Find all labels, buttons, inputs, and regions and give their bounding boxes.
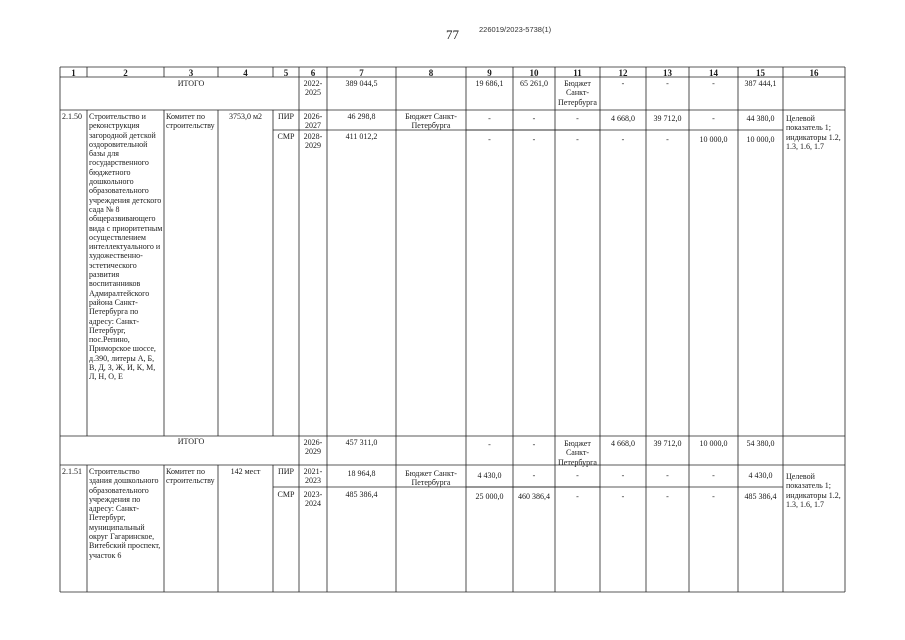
item-2150-smr-c12: - bbox=[621, 135, 625, 144]
item-2151-smr-c15: 485 386,4 bbox=[744, 492, 777, 501]
item-2151-smr-years: 2023-2024 bbox=[303, 490, 323, 509]
item-2150-pir-c11: - bbox=[576, 114, 579, 123]
total-a-c14: - bbox=[712, 79, 715, 88]
total-b-source: Бюджет Санкт-Петербурга bbox=[558, 439, 597, 467]
item-2151-smr-c13: - bbox=[666, 492, 669, 501]
total-a-c10: 65 261,0 bbox=[520, 79, 548, 88]
item-2150-smr-c9: - bbox=[488, 135, 491, 144]
item-2151-pir-c15: 4 430,0 bbox=[748, 471, 773, 480]
column-header-14: 14 bbox=[709, 68, 718, 78]
item-2151-pir-stage: ПИР bbox=[277, 467, 294, 476]
item-2151-pir-c13: - bbox=[666, 471, 669, 480]
item-2151-pir-total: 18 964,8 bbox=[347, 469, 376, 478]
item-2150-smr-c11: - bbox=[576, 135, 579, 144]
item-2151-pir-c14: - bbox=[712, 471, 715, 480]
item-2151-smr-c14: - bbox=[712, 492, 715, 501]
item-2150-capacity: 3753,0 м2 bbox=[228, 112, 263, 121]
item-2151-smr-c10: 460 386,4 bbox=[518, 492, 550, 501]
total-b-c13: 39 712,0 bbox=[653, 439, 682, 448]
column-header-10: 10 bbox=[529, 68, 539, 78]
total-b-label: ИТОГО bbox=[177, 437, 205, 446]
column-header-15: 15 bbox=[756, 68, 765, 78]
column-header-16: 16 bbox=[809, 68, 819, 78]
item-2150-pir-c10: - bbox=[532, 114, 536, 123]
item-2150-pir-c15: 44 380,0 bbox=[746, 114, 775, 123]
total-a-c13: - bbox=[666, 79, 669, 88]
column-header-1: 1 bbox=[71, 68, 76, 78]
item-2150-smr-stage: СМР bbox=[277, 132, 295, 141]
item-2151-customer: Комитет по строительству bbox=[166, 467, 215, 486]
item-2151-pir-c11: - bbox=[576, 471, 579, 480]
item-2151-pir-c10: - bbox=[532, 471, 536, 480]
item-2151-pir-c9: 4 430,0 bbox=[477, 471, 502, 480]
item-2150-pir-total: 46 298,8 bbox=[347, 112, 376, 121]
total-a-c15: 387 444,1 bbox=[744, 79, 777, 88]
item-2151-pir-c12: - bbox=[621, 471, 625, 480]
item-2150-smr-c14: 10 000,0 bbox=[699, 135, 728, 144]
item-2151-number: 2.1.51 bbox=[62, 467, 82, 476]
item-2150-pir-c12: 4 668,0 bbox=[611, 114, 635, 123]
item-2150-pir-c13: 39 712,0 bbox=[653, 114, 682, 123]
page-number: 77 bbox=[446, 27, 459, 42]
item-2150-smr-c10: - bbox=[532, 135, 536, 144]
item-2150-target: Целевой показатель 1; индикаторы 1.2, 1.3, 1.6, 1.7 bbox=[786, 114, 841, 151]
item-2151-pir-years: 2021-2023 bbox=[303, 467, 323, 486]
column-header-6: 6 bbox=[310, 68, 316, 78]
column-header-11: 11 bbox=[573, 68, 582, 78]
total-b-c12: 4 668,0 bbox=[611, 439, 635, 448]
item-2151-smr-c11: - bbox=[576, 492, 579, 501]
item-2151-smr-c9: 25 000,0 bbox=[475, 492, 504, 501]
item-2150-pir-c14: - bbox=[712, 114, 715, 123]
column-header-9: 9 bbox=[487, 68, 492, 78]
total-a-label: ИТОГО bbox=[177, 79, 205, 88]
column-header-4: 4 bbox=[243, 68, 248, 78]
item-2151-source: Бюджет Санкт-Петербурга bbox=[405, 469, 457, 488]
item-2151-smr-c12: - bbox=[621, 492, 625, 501]
item-2151-smr-total: 485 386,4 bbox=[345, 490, 378, 499]
item-2150-smr-total: 411 012,2 bbox=[345, 132, 378, 141]
column-header-12: 12 bbox=[618, 68, 628, 78]
total-a-source: Бюджет Санкт-Петербурга bbox=[558, 79, 597, 107]
item-2150-pir-c9: - bbox=[488, 114, 491, 123]
total-b-sum: 457 311,0 bbox=[345, 438, 378, 447]
item-2150-smr-c15: 10 000,0 bbox=[746, 135, 775, 144]
total-a-sum: 389 044,5 bbox=[345, 79, 378, 88]
total-b-c9: - bbox=[488, 440, 491, 449]
item-2150-name: Строительство и реконструкция загородной детской оздоровительной базы для государственного бюджетного дошкольного образовательного учреждения детского сада № 8 общеразвивающего вида с приоритетным осуществлением интеллектуального и художественно-эстетического развития воспитанников Адмиралтейского района Санкт-Петербурга по адресу: Санкт-Петербург, пос.Репино, Приморское шоссе, д.390, литеры А, Б, В, Д, З, Ж, И, К, М, Л, Н, О, Е bbox=[89, 112, 163, 382]
item-2150-pir-stage: ПИР bbox=[277, 112, 294, 121]
column-header-8: 8 bbox=[428, 68, 434, 78]
item-2151-smr-stage: СМР bbox=[277, 490, 295, 499]
total-b-c10: - bbox=[532, 440, 536, 449]
item-2150-number: 2.1.50 bbox=[62, 112, 82, 121]
column-header-2: 2 bbox=[123, 68, 128, 78]
total-a-c12: - bbox=[621, 79, 625, 88]
total-a-c9: 19 686,1 bbox=[475, 79, 504, 88]
column-header-3: 3 bbox=[188, 68, 194, 78]
item-2151-target: Целевой показатель 1; индикаторы 1.2, 1.3, 1.6, 1.7 bbox=[786, 472, 841, 509]
item-2150-source: Бюджет Санкт-Петербурга bbox=[405, 112, 457, 131]
item-2150-smr-years: 2028-2029 bbox=[303, 132, 323, 151]
item-2150-pir-years: 2026-2027 bbox=[303, 112, 323, 131]
column-header-13: 13 bbox=[663, 68, 672, 78]
total-b-c14: 10 000,0 bbox=[699, 439, 728, 448]
total-b-years: 2026-2029 bbox=[303, 438, 323, 457]
item-2151-capacity: 142 мест bbox=[230, 467, 261, 476]
column-header-7: 7 bbox=[359, 68, 364, 78]
total-b-c15: 54 380,0 bbox=[746, 439, 775, 448]
column-header-5: 5 bbox=[283, 68, 289, 78]
total-a-years: 2022-2025 bbox=[303, 79, 323, 98]
item-2150-smr-c13: - bbox=[666, 135, 669, 144]
item-2151-name: Строительство здания дошкольного образовательного учреждения по адресу: Санкт-Петербург, муниципальный округ Гагаринское, Витебский проспект, участок 6 bbox=[89, 467, 161, 560]
document-id: 226019/2023-5738(1) bbox=[479, 25, 552, 34]
item-2150-customer: Комитет по строительству bbox=[166, 112, 215, 131]
